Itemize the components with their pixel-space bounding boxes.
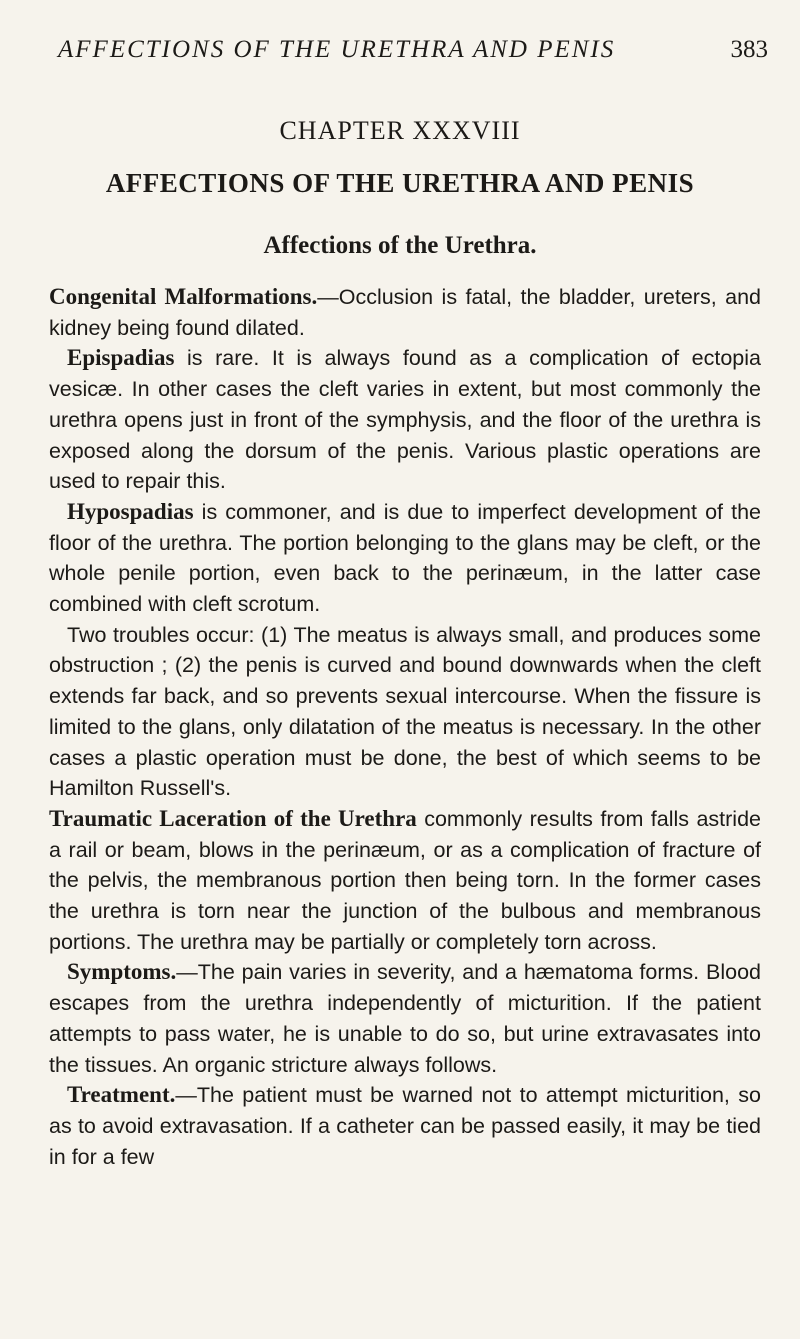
paragraph-text: Two troubles occur: (1) The meatus is always small, and produces some obstruction ; (2) the penis is curved and bound downwards when the cleft extends far back, and so prevents sexual intercourse. When the fissure is limited to the glans, only dilatation of the meatus is necessary. In the other cases a plastic operation must be done, the best of which seems to be Hamilton Russell's. (49, 622, 761, 801)
chapter-number: CHAPTER XXXVIII (279, 116, 521, 145)
paragraph-two-troubles (49, 620, 761, 804)
paragraph-treatment (49, 1080, 761, 1172)
paragraph-text: is rare. It is always found as a complication of ectopia vesicæ. In other cases the cleft varies in extent, but most commonly the urethra opens just in front of the symphysis, and the floor of the urethra is exposed along the dorsum of the penis. Various plastic operations are used to repair this. (49, 346, 761, 494)
paragraph-epispadias (49, 343, 761, 497)
paragraph-heading: Congenital Malformations. (49, 284, 318, 309)
paragraph-hypospadias (49, 497, 761, 620)
paragraph-symptoms (49, 957, 761, 1080)
paragraph-text: commonly results from falls astride a rail or beam, blows in the perinæum, or as a complication of fracture of the pelvis, the membranous portion then being torn. In the former cases the urethra is torn near the junction of the bulbous and membranous portions. The urethra may be partially or completely torn across. (49, 806, 761, 954)
paragraph-text: —The pain varies in severity, and a hæmatoma forms. Blood escapes from the urethra independently of micturition. If the patient attempts to pass water, he is unable to do so, but urine extravasates into the tissues. An organic stricture always follows. (49, 960, 761, 1077)
paragraph-heading: Traumatic Laceration of the Urethra (49, 805, 417, 831)
paragraph-heading: Symptoms. (67, 959, 177, 985)
paragraph-text: is commoner, and is due to imperfect development of the floor of the urethra. The portion belonging to the glans may be cleft, or the whole penile portion, even back to the perinæum, in the latter case combined with cleft scrotum. (49, 499, 761, 617)
paragraph-text: —The patient must be warned not to attempt micturition, so as to avoid extravasation. If a catheter can be passed easily, it may be tied in for a few (49, 1083, 761, 1169)
body-text (49, 282, 761, 1172)
running-head (58, 36, 768, 64)
running-head-title: AFFECTIONS OF THE URETHRA AND PENIS (58, 36, 616, 63)
paragraph-traumatic-laceration (49, 804, 761, 958)
paragraph-heading: Treatment. (67, 1082, 176, 1108)
page-number: 383 (730, 36, 768, 63)
section-title: Affections of the Urethra. (263, 232, 537, 259)
paragraph-text: —Occlusion is fatal, the bladder, ureters, and kidney being found dilated. (49, 285, 761, 340)
paragraph-heading: Epispadias (67, 345, 175, 371)
paragraph-congenital (49, 282, 761, 343)
paragraph-heading: Hypospadias (67, 498, 194, 524)
chapter-title: AFFECTIONS OF THE URETHRA AND PENIS (105, 168, 695, 198)
